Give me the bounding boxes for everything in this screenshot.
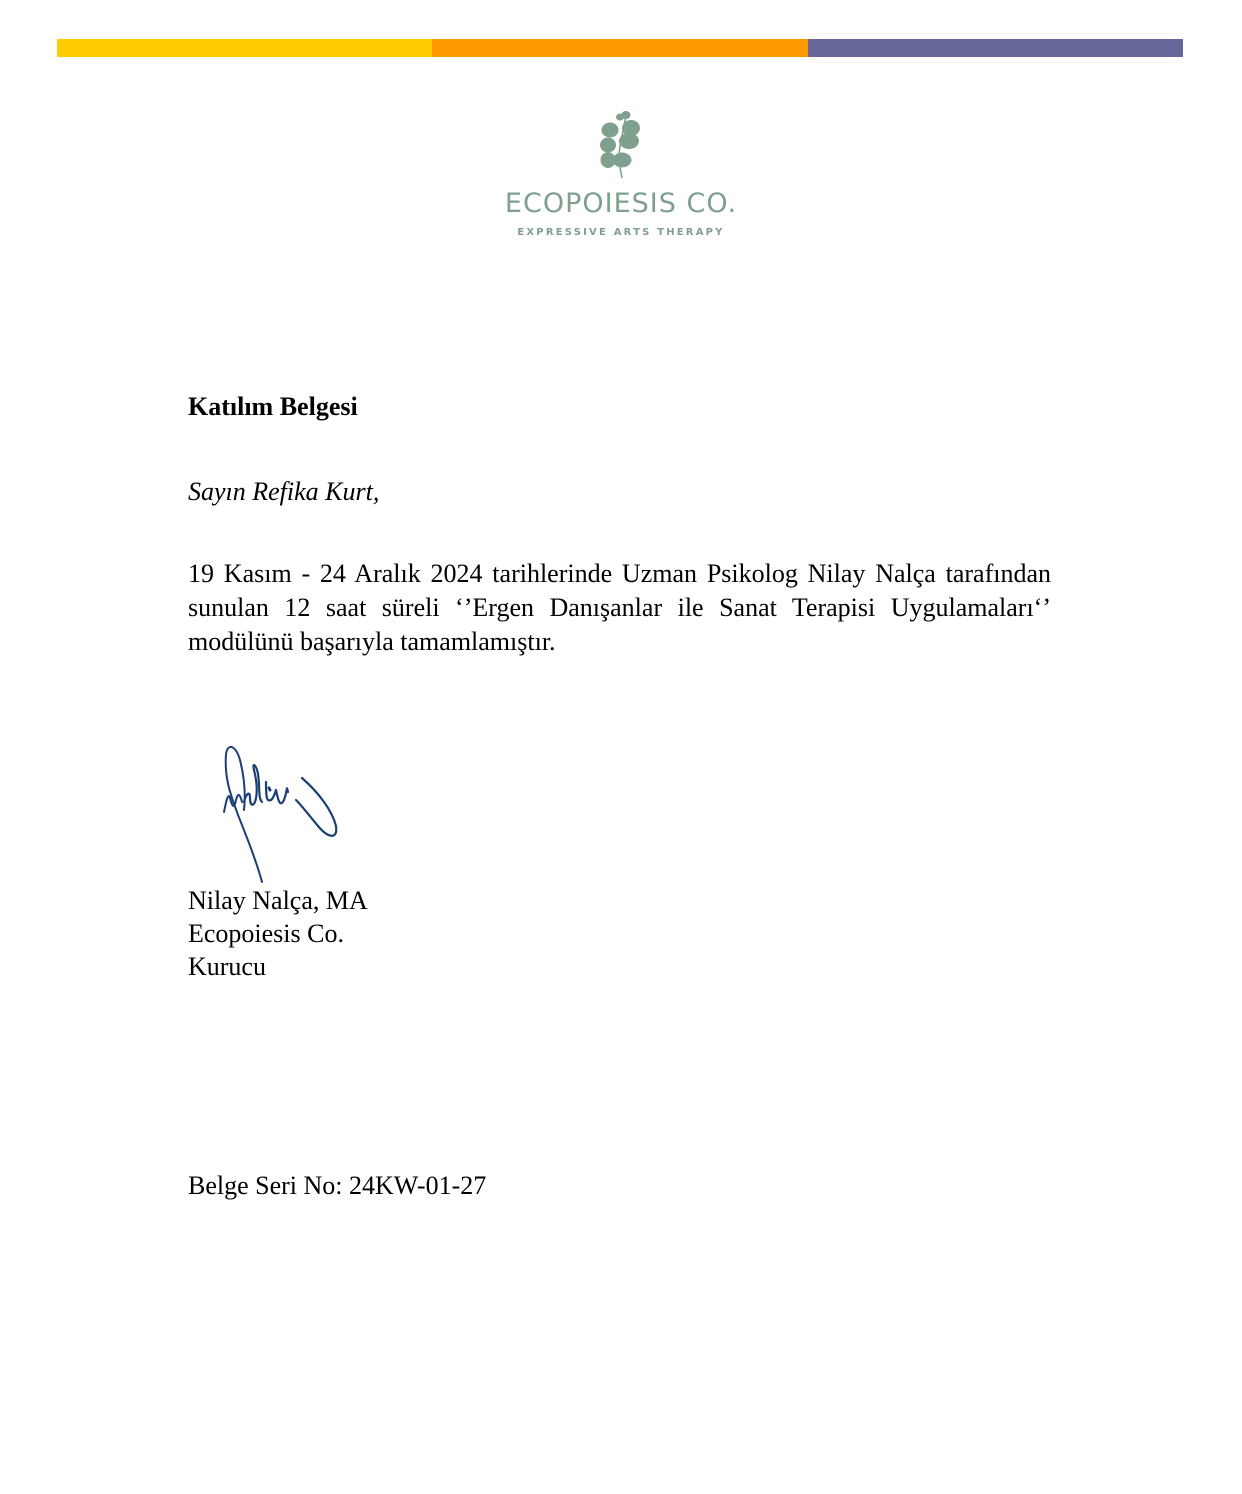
brand-tagline: EXPRESSIVE ARTS THERAPY <box>517 227 725 238</box>
brand-name: ECOPOIESIS CO. <box>504 188 738 219</box>
signer-role: Kurucu <box>188 952 266 981</box>
signer-name: Nilay Nalça, MA <box>188 886 368 915</box>
color-bar-segment-orange <box>432 39 807 57</box>
signer-block <box>188 884 368 983</box>
eucalyptus-leaf-icon <box>598 108 644 180</box>
document-title: Katılım Belgesi <box>188 392 358 421</box>
color-bar-segment-yellow <box>57 39 432 57</box>
color-bar-segment-purple <box>808 39 1183 57</box>
salutation: Sayın Refika Kurt, <box>188 477 380 506</box>
signer-organization: Ecopoiesis Co. <box>188 919 344 948</box>
document-serial-number: Belge Seri No: 24KW-01-27 <box>188 1171 487 1200</box>
decorative-color-bar <box>57 39 1183 57</box>
certificate-body: 19 Kasım - 24 Aralık 2024 tarihlerinde Uzman Psikolog Nilay Nalça tarafından sunulan 12 saat süreli ‘’Ergen Danışanlar ile Sanat Terapisi Uygulamaları‘’ modülünü başarıyla tamamlamıştır. <box>188 559 1051 656</box>
handwritten-signature-icon <box>210 740 350 885</box>
company-logo <box>490 108 752 248</box>
